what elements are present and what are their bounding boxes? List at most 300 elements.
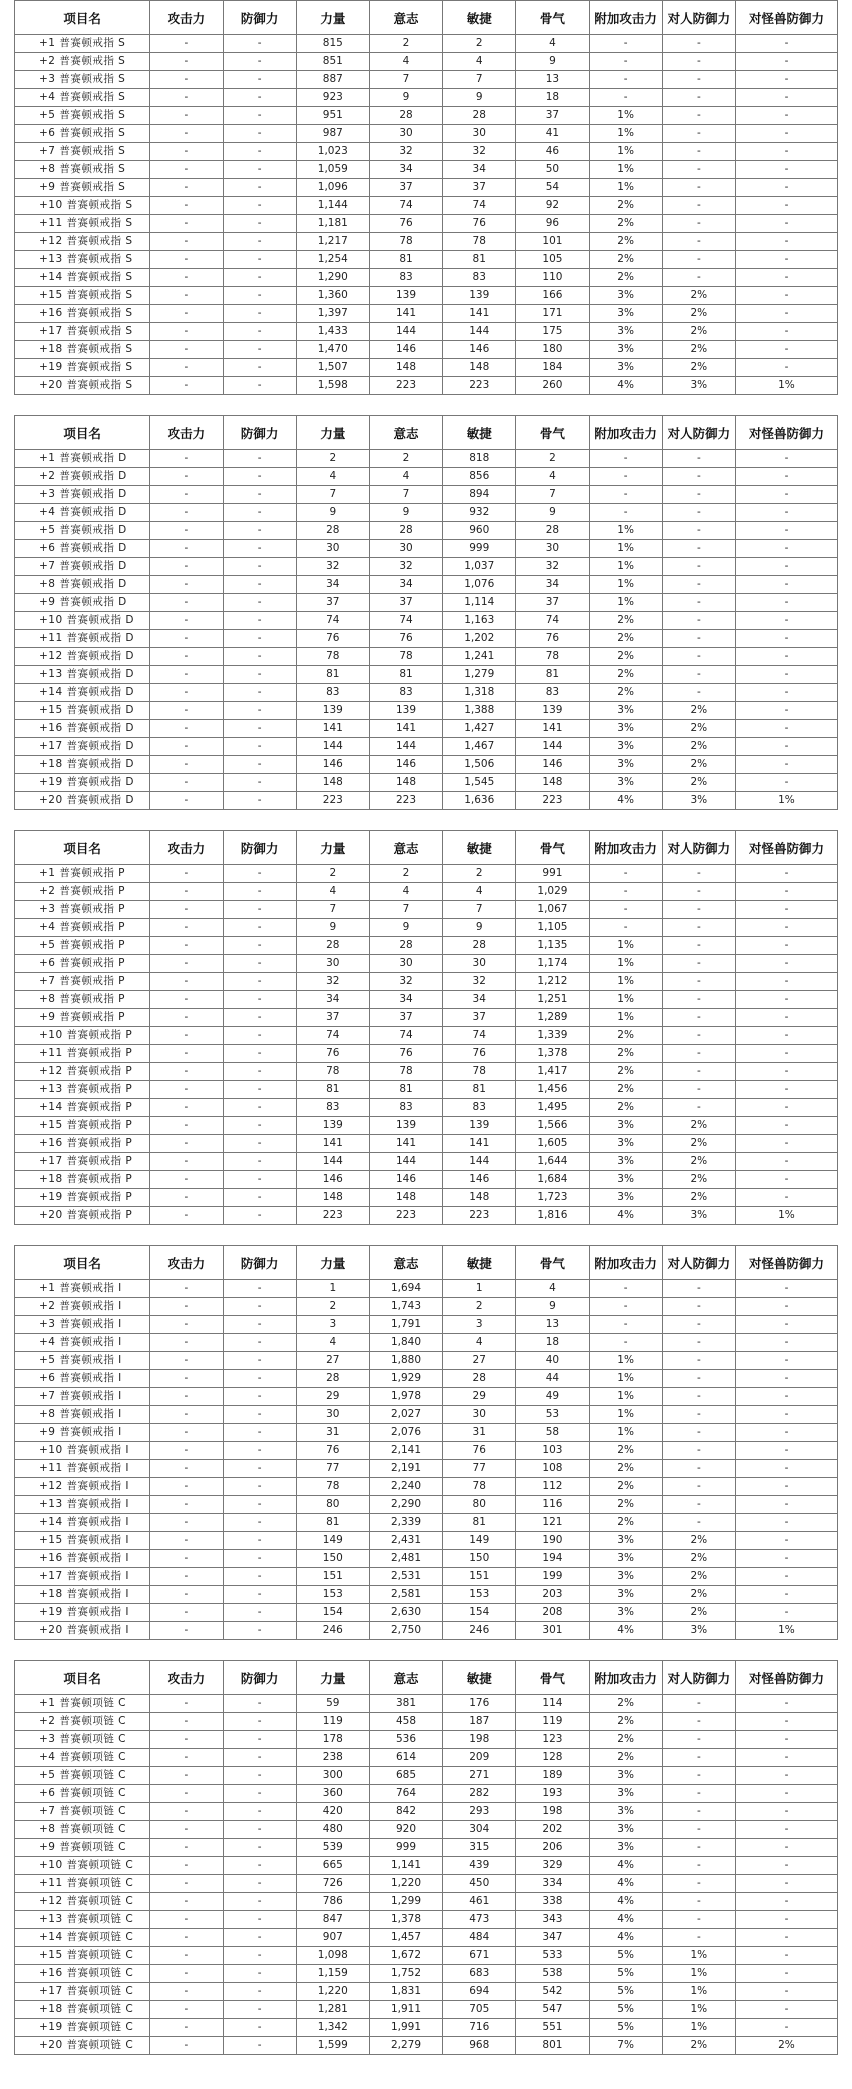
cell-pve-defense: - (735, 1496, 837, 1514)
cell-bonus-attack: 1% (589, 973, 662, 991)
table-row (15, 540, 838, 558)
cell-pvp-defense: - (662, 197, 735, 215)
cell-pvp-defense: - (662, 630, 735, 648)
cell-pvp-defense: - (662, 1478, 735, 1496)
cell-defense: - (223, 143, 296, 161)
cell-will: 28 (369, 522, 442, 540)
cell-strength: 887 (296, 71, 369, 89)
header-will: 意志 (369, 416, 442, 450)
table-row (15, 1803, 838, 1821)
cell-agility: 76 (443, 1045, 516, 1063)
cell-item-name: +19 普赛顿戒指 S (15, 359, 150, 377)
cell-attack: - (150, 215, 223, 233)
cell-item-name: +19 普赛顿戒指 I (15, 1604, 150, 1622)
table-row (15, 1496, 838, 1514)
cell-attack: - (150, 1622, 223, 1640)
cell-bonus-attack: 1% (589, 179, 662, 197)
cell-will: 223 (369, 792, 442, 810)
cell-strength: 150 (296, 1550, 369, 1568)
cell-bonus-attack: 3% (589, 341, 662, 359)
cell-agility: 9 (443, 89, 516, 107)
table-row (15, 792, 838, 810)
cell-spirit: 193 (516, 1785, 589, 1803)
cell-strength: 148 (296, 774, 369, 792)
cell-pvp-defense: - (662, 107, 735, 125)
cell-pvp-defense: - (662, 919, 735, 937)
table-row (15, 1713, 838, 1731)
cell-defense: - (223, 1532, 296, 1550)
cell-item-name: +14 普赛顿项链 C (15, 1929, 150, 1947)
cell-spirit: 338 (516, 1893, 589, 1911)
cell-pvp-defense: - (662, 450, 735, 468)
cell-agility: 1,427 (443, 720, 516, 738)
cell-will: 37 (369, 594, 442, 612)
cell-attack: - (150, 1532, 223, 1550)
cell-attack: - (150, 1316, 223, 1334)
cell-defense: - (223, 251, 296, 269)
cell-defense: - (223, 233, 296, 251)
cell-defense: - (223, 1568, 296, 1586)
cell-spirit: 203 (516, 1586, 589, 1604)
cell-will: 614 (369, 1749, 442, 1767)
cell-pvp-defense: - (662, 468, 735, 486)
cell-spirit: 28 (516, 522, 589, 540)
cell-strength: 81 (296, 666, 369, 684)
cell-spirit: 92 (516, 197, 589, 215)
cell-pvp-defense: - (662, 1009, 735, 1027)
cell-pve-defense: - (735, 1767, 837, 1785)
cell-attack: - (150, 774, 223, 792)
cell-spirit: 34 (516, 576, 589, 594)
cell-will: 2,076 (369, 1424, 442, 1442)
cell-item-name: +18 普赛顿戒指 S (15, 341, 150, 359)
cell-pvp-defense: - (662, 1514, 735, 1532)
cell-will: 83 (369, 1099, 442, 1117)
cell-agility: 223 (443, 377, 516, 395)
cell-pve-defense: - (735, 1929, 837, 1947)
cell-item-name: +1 普赛顿戒指 D (15, 450, 150, 468)
cell-pvp-defense: - (662, 684, 735, 702)
table-spacer (14, 810, 838, 830)
cell-will: 32 (369, 973, 442, 991)
cell-pve-defense: - (735, 468, 837, 486)
cell-pvp-defense: 2% (662, 359, 735, 377)
cell-strength: 1,290 (296, 269, 369, 287)
cell-strength: 987 (296, 125, 369, 143)
table-row (15, 1316, 838, 1334)
cell-pve-defense: - (735, 973, 837, 991)
cell-spirit: 991 (516, 865, 589, 883)
cell-defense: - (223, 377, 296, 395)
cell-pvp-defense: - (662, 1045, 735, 1063)
header-strength: 力量 (296, 1, 369, 35)
cell-agility: 7 (443, 71, 516, 89)
cell-spirit: 2 (516, 450, 589, 468)
cell-agility: 246 (443, 1622, 516, 1640)
cell-defense: - (223, 1153, 296, 1171)
cell-attack: - (150, 865, 223, 883)
cell-spirit: 166 (516, 287, 589, 305)
cell-agility: 4 (443, 53, 516, 71)
table-row (15, 1767, 838, 1785)
cell-strength: 148 (296, 1189, 369, 1207)
table-row (15, 901, 838, 919)
cell-agility: 34 (443, 161, 516, 179)
header-pvp-defense: 对人防御力 (662, 1, 735, 35)
cell-pve-defense: - (735, 540, 837, 558)
header-pve-defense: 对怪兽防御力 (735, 416, 837, 450)
cell-item-name: +7 普赛顿项链 C (15, 1803, 150, 1821)
cell-agility: 30 (443, 955, 516, 973)
cell-pve-defense: - (735, 738, 837, 756)
table-row (15, 1298, 838, 1316)
header-bonus-attack: 附加攻击力 (589, 1661, 662, 1695)
cell-pvp-defense: - (662, 1442, 735, 1460)
cell-strength: 144 (296, 738, 369, 756)
cell-agility: 2 (443, 35, 516, 53)
cell-bonus-attack: 3% (589, 1117, 662, 1135)
cell-attack: - (150, 1839, 223, 1857)
cell-bonus-attack: 1% (589, 576, 662, 594)
cell-pvp-defense: 2% (662, 1189, 735, 1207)
cell-item-name: +18 普赛顿项链 C (15, 2001, 150, 2019)
table-row (15, 630, 838, 648)
table-row (15, 1586, 838, 1604)
cell-pve-defense: - (735, 1713, 837, 1731)
cell-pvp-defense: - (662, 973, 735, 991)
cell-strength: 847 (296, 1911, 369, 1929)
cell-will: 685 (369, 1767, 442, 1785)
cell-agility: 148 (443, 1189, 516, 1207)
cell-spirit: 175 (516, 323, 589, 341)
cell-pvp-defense: 1% (662, 1965, 735, 1983)
cell-agility: 1,636 (443, 792, 516, 810)
cell-bonus-attack: 2% (589, 1027, 662, 1045)
cell-pvp-defense: 2% (662, 756, 735, 774)
header-row (15, 831, 838, 865)
cell-defense: - (223, 125, 296, 143)
cell-spirit: 83 (516, 684, 589, 702)
cell-attack: - (150, 1009, 223, 1027)
cell-agility: 1,163 (443, 612, 516, 630)
cell-attack: - (150, 684, 223, 702)
cell-will: 7 (369, 901, 442, 919)
cell-pve-defense: - (735, 35, 837, 53)
cell-defense: - (223, 1496, 296, 1514)
cell-agility: 81 (443, 1081, 516, 1099)
cell-item-name: +15 普赛顿戒指 S (15, 287, 150, 305)
header-attack: 攻击力 (150, 416, 223, 450)
cell-spirit: 801 (516, 2037, 589, 2055)
cell-attack: - (150, 1947, 223, 1965)
cell-pve-defense: - (735, 1821, 837, 1839)
table-row (15, 1442, 838, 1460)
header-defense: 防御力 (223, 1246, 296, 1280)
cell-item-name: +20 普赛顿戒指 P (15, 1207, 150, 1225)
table-row (15, 774, 838, 792)
cell-strength: 77 (296, 1460, 369, 1478)
cell-strength: 851 (296, 53, 369, 71)
cell-attack: - (150, 594, 223, 612)
cell-defense: - (223, 648, 296, 666)
cell-spirit: 7 (516, 486, 589, 504)
table-row (15, 1135, 838, 1153)
cell-bonus-attack: 1% (589, 161, 662, 179)
cell-spirit: 128 (516, 1749, 589, 1767)
cell-agility: 3 (443, 1316, 516, 1334)
cell-spirit: 4 (516, 468, 589, 486)
cell-attack: - (150, 1857, 223, 1875)
stats-table (14, 0, 838, 395)
cell-defense: - (223, 486, 296, 504)
cell-item-name: +2 普赛顿戒指 D (15, 468, 150, 486)
cell-will: 2,630 (369, 1604, 442, 1622)
cell-attack: - (150, 1550, 223, 1568)
cell-will: 2,531 (369, 1568, 442, 1586)
cell-strength: 1,254 (296, 251, 369, 269)
cell-bonus-attack: 3% (589, 1568, 662, 1586)
cell-item-name: +6 普赛顿戒指 S (15, 125, 150, 143)
cell-will: 74 (369, 1027, 442, 1045)
cell-attack: - (150, 179, 223, 197)
cell-agility: 32 (443, 143, 516, 161)
cell-pve-defense: - (735, 1749, 837, 1767)
cell-pve-defense: - (735, 1334, 837, 1352)
cell-will: 9 (369, 504, 442, 522)
cell-pvp-defense: - (662, 1749, 735, 1767)
cell-strength: 29 (296, 1388, 369, 1406)
cell-pve-defense: 1% (735, 377, 837, 395)
cell-attack: - (150, 1514, 223, 1532)
cell-will: 1,791 (369, 1316, 442, 1334)
table-row (15, 1911, 838, 1929)
cell-spirit: 1,456 (516, 1081, 589, 1099)
cell-pvp-defense: - (662, 1875, 735, 1893)
cell-strength: 1,598 (296, 377, 369, 395)
cell-item-name: +4 普赛顿戒指 P (15, 919, 150, 937)
stats-table (14, 1245, 838, 1640)
cell-spirit: 1,339 (516, 1027, 589, 1045)
cell-strength: 139 (296, 702, 369, 720)
cell-pve-defense: - (735, 901, 837, 919)
cell-defense: - (223, 1983, 296, 2001)
cell-attack: - (150, 1063, 223, 1081)
cell-pve-defense: - (735, 143, 837, 161)
cell-will: 144 (369, 738, 442, 756)
cell-spirit: 49 (516, 1388, 589, 1406)
cell-bonus-attack: - (589, 35, 662, 53)
cell-defense: - (223, 305, 296, 323)
table-row (15, 215, 838, 233)
cell-will: 1,672 (369, 1947, 442, 1965)
table-row (15, 2019, 838, 2037)
cell-pve-defense: - (735, 1460, 837, 1478)
cell-item-name: +7 普赛顿戒指 I (15, 1388, 150, 1406)
cell-bonus-attack: 2% (589, 1514, 662, 1532)
cell-defense: - (223, 341, 296, 359)
cell-pvp-defense: - (662, 1424, 735, 1442)
cell-agility: 28 (443, 1370, 516, 1388)
cell-spirit: 1,566 (516, 1117, 589, 1135)
table-row (15, 558, 838, 576)
cell-strength: 815 (296, 35, 369, 53)
cell-pve-defense: - (735, 991, 837, 1009)
cell-will: 1,743 (369, 1298, 442, 1316)
cell-spirit: 171 (516, 305, 589, 323)
cell-strength: 34 (296, 576, 369, 594)
cell-spirit: 189 (516, 1767, 589, 1785)
header-strength: 力量 (296, 1246, 369, 1280)
cell-pvp-defense: 1% (662, 1983, 735, 2001)
cell-will: 76 (369, 1045, 442, 1063)
cell-attack: - (150, 450, 223, 468)
table-row (15, 197, 838, 215)
cell-agility: 705 (443, 2001, 516, 2019)
cell-pve-defense: - (735, 1911, 837, 1929)
cell-item-name: +19 普赛顿戒指 D (15, 774, 150, 792)
cell-defense: - (223, 2019, 296, 2037)
cell-agility: 894 (443, 486, 516, 504)
cell-strength: 1,098 (296, 1947, 369, 1965)
cell-bonus-attack: 4% (589, 792, 662, 810)
cell-spirit: 37 (516, 594, 589, 612)
cell-pve-defense: - (735, 269, 837, 287)
cell-pvp-defense: 2% (662, 1117, 735, 1135)
cell-agility: 683 (443, 1965, 516, 1983)
cell-strength: 223 (296, 792, 369, 810)
cell-attack: - (150, 756, 223, 774)
cell-will: 2,027 (369, 1406, 442, 1424)
cell-pvp-defense: - (662, 143, 735, 161)
cell-pve-defense: - (735, 865, 837, 883)
header-spirit: 骨气 (516, 1, 589, 35)
cell-will: 1,752 (369, 1965, 442, 1983)
cell-attack: - (150, 1045, 223, 1063)
cell-will: 76 (369, 630, 442, 648)
cell-pve-defense: - (735, 1406, 837, 1424)
cell-will: 37 (369, 1009, 442, 1027)
cell-spirit: 105 (516, 251, 589, 269)
cell-item-name: +1 普赛顿戒指 P (15, 865, 150, 883)
cell-bonus-attack: 2% (589, 1063, 662, 1081)
cell-bonus-attack: 1% (589, 143, 662, 161)
cell-agility: 144 (443, 1153, 516, 1171)
cell-agility: 304 (443, 1821, 516, 1839)
cell-will: 30 (369, 540, 442, 558)
cell-strength: 1,217 (296, 233, 369, 251)
cell-item-name: +5 普赛顿戒指 I (15, 1352, 150, 1370)
table-row (15, 1514, 838, 1532)
cell-spirit: 194 (516, 1550, 589, 1568)
table-spacer (14, 1225, 838, 1245)
cell-attack: - (150, 522, 223, 540)
cell-attack: - (150, 1965, 223, 1983)
cell-will: 37 (369, 179, 442, 197)
cell-bonus-attack: - (589, 486, 662, 504)
cell-defense: - (223, 1695, 296, 1713)
cell-item-name: +13 普赛顿项链 C (15, 1911, 150, 1929)
cell-agility: 144 (443, 323, 516, 341)
cell-attack: - (150, 287, 223, 305)
table-row (15, 179, 838, 197)
cell-bonus-attack: 2% (589, 684, 662, 702)
header-defense: 防御力 (223, 1, 296, 35)
cell-will: 223 (369, 377, 442, 395)
cell-item-name: +12 普赛顿戒指 P (15, 1063, 150, 1081)
cell-spirit: 119 (516, 1713, 589, 1731)
cell-attack: - (150, 1207, 223, 1225)
cell-bonus-attack: 2% (589, 215, 662, 233)
header-agility: 敏捷 (443, 831, 516, 865)
cell-pvp-defense: - (662, 612, 735, 630)
cell-bonus-attack: 1% (589, 522, 662, 540)
cell-will: 1,840 (369, 1334, 442, 1352)
cell-bonus-attack: 4% (589, 1875, 662, 1893)
cell-item-name: +4 普赛顿戒指 D (15, 504, 150, 522)
cell-will: 2,240 (369, 1478, 442, 1496)
table-row (15, 648, 838, 666)
cell-pvp-defense: 2% (662, 341, 735, 359)
cell-pvp-defense: - (662, 1785, 735, 1803)
cell-agility: 78 (443, 1478, 516, 1496)
cell-bonus-attack: 4% (589, 1857, 662, 1875)
cell-pve-defense: - (735, 1983, 837, 2001)
table-row (15, 738, 838, 756)
cell-attack: - (150, 1929, 223, 1947)
cell-pvp-defense: 2% (662, 1604, 735, 1622)
cell-defense: - (223, 720, 296, 738)
table-row (15, 233, 838, 251)
cell-item-name: +12 普赛顿戒指 D (15, 648, 150, 666)
cell-agility: 999 (443, 540, 516, 558)
cell-agility: 1,388 (443, 702, 516, 720)
table-row (15, 576, 838, 594)
cell-bonus-attack: 3% (589, 359, 662, 377)
cell-defense: - (223, 1803, 296, 1821)
header-row (15, 1246, 838, 1280)
cell-defense: - (223, 450, 296, 468)
cell-will: 28 (369, 107, 442, 125)
cell-defense: - (223, 1406, 296, 1424)
cell-bonus-attack: 4% (589, 1929, 662, 1947)
cell-will: 34 (369, 576, 442, 594)
cell-pve-defense: - (735, 125, 837, 143)
cell-bonus-attack: 3% (589, 1767, 662, 1785)
cell-pve-defense: - (735, 233, 837, 251)
cell-pvp-defense: 2% (662, 1135, 735, 1153)
table-row (15, 486, 838, 504)
cell-pvp-defense: 3% (662, 377, 735, 395)
cell-agility: 139 (443, 1117, 516, 1135)
cell-agility: 141 (443, 305, 516, 323)
cell-pve-defense: - (735, 107, 837, 125)
cell-pvp-defense: - (662, 1893, 735, 1911)
cell-bonus-attack: 4% (589, 1207, 662, 1225)
cell-strength: 1,023 (296, 143, 369, 161)
cell-will: 32 (369, 143, 442, 161)
cell-will: 4 (369, 468, 442, 486)
cell-bonus-attack: 2% (589, 1099, 662, 1117)
cell-will: 1,929 (369, 1370, 442, 1388)
cell-pve-defense: - (735, 1586, 837, 1604)
cell-bonus-attack: 2% (589, 233, 662, 251)
cell-will: 1,880 (369, 1352, 442, 1370)
cell-spirit: 148 (516, 774, 589, 792)
cell-strength: 726 (296, 1875, 369, 1893)
cell-bonus-attack: 2% (589, 1731, 662, 1749)
cell-bonus-attack: 2% (589, 1496, 662, 1514)
cell-pve-defense: - (735, 774, 837, 792)
